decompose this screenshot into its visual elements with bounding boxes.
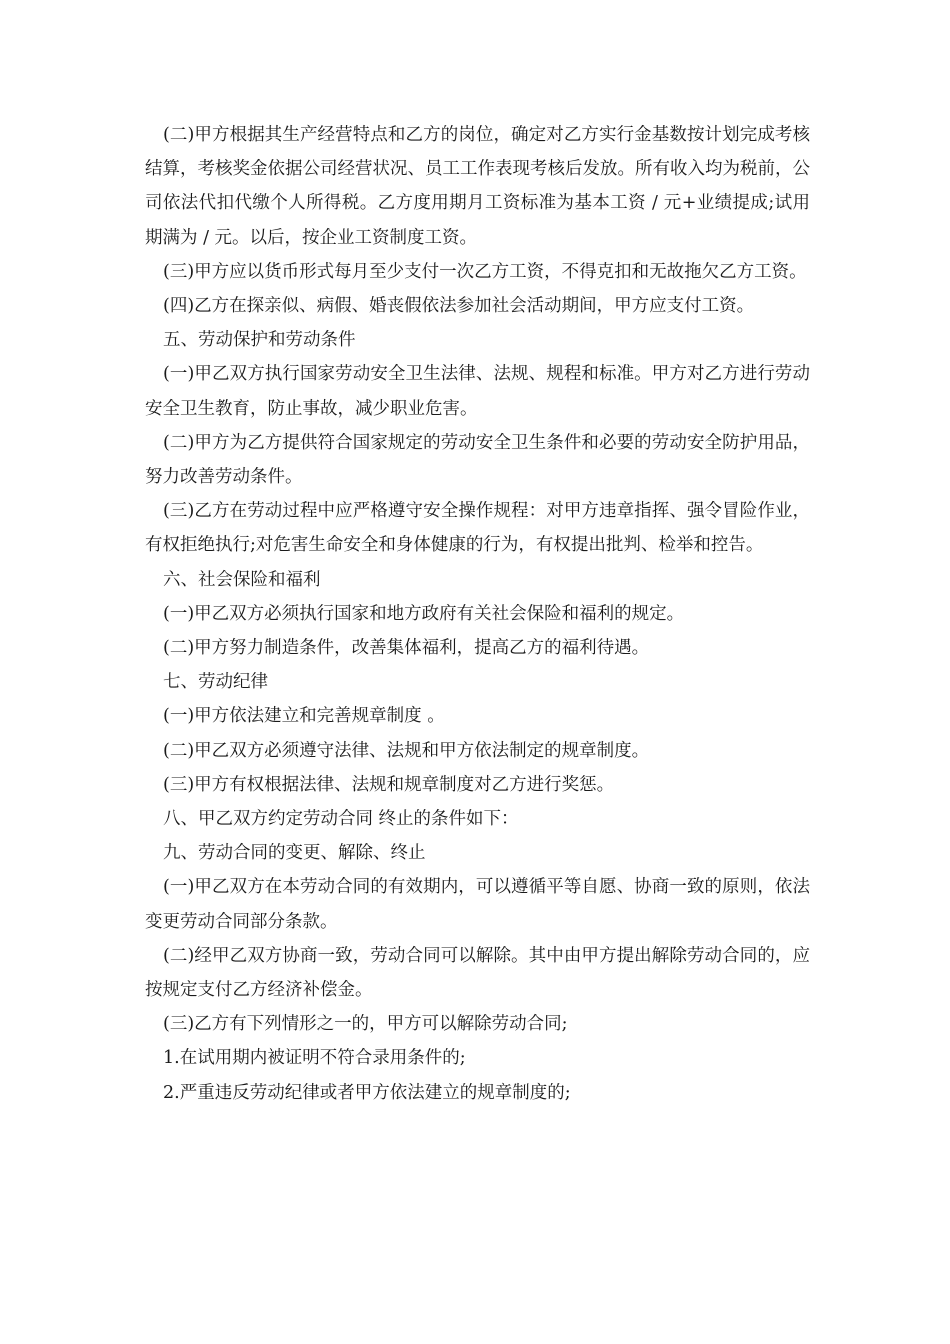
section-heading-labor-discipline: 七、劳动纪律 <box>163 672 268 693</box>
paragraph-safety-conditions: (二)甲方为乙方提供符合国家规定的劳动安全卫生条件和必要的劳动安全防护用品，努力改善劳动条件。 <box>145 432 810 488</box>
paragraph-safety-rules: (三)乙方在劳动过程中应严格遵守安全操作规程：对甲方违章指挥、强令冒险作业，有权拒绝执行;对危害生命安全和身体健康的行为，有权提出批判、检举和控告。 <box>145 501 810 556</box>
paragraph-rewards-penalties: (三)甲方有权根据法律、法规和规章制度对乙方进行奖惩。 <box>163 774 615 795</box>
paragraph-leave-wage: (四)乙方在探亲似、病假、婚丧假依法参加社会活动期间，甲方应支付工资。 <box>163 296 755 317</box>
paragraph-rules-establish: (一)甲方依法建立和完善规章制度 。 <box>163 706 445 727</box>
list-item-discipline-violation: 2.严重违反劳动纪律或者甲方依法建立的规章制度的; <box>163 1082 571 1103</box>
paragraph-wage-assessment: (二)甲方根据其生产经营特点和乙方的岗位，确定对乙方实行金基数按计划完成考核结算，考核奖金依据公司经营状况、员工工作表现考核后发放。所有收入均为税前，公司依法代扣代缴个人所得税。乙方度用期月工资标准为基本工资 / 元+业绩提成;试用期满为 / 元。以后，按企业工资制度工资。 <box>145 125 810 248</box>
paragraph-safety-standards: (一)甲乙双方执行国家劳动安全卫生法律、法规、规程和标准。甲方对乙方进行劳动安全卫生教育，防止事故，减少职业危害。 <box>145 364 810 419</box>
paragraph-contract-modify: (一)甲乙双方在本劳动合同的有效期内，可以遵循平等自愿、协商一致的原则，依法变更劳动合同部分条款。 <box>145 877 810 932</box>
paragraph-insurance-rules: (一)甲乙双方必须执行国家和地方政府有关社会保险和福利的规定。 <box>163 603 685 624</box>
section-heading-termination-conditions: 八、甲乙双方约定劳动合同 终止的条件如下： <box>163 809 519 830</box>
document-body <box>145 118 810 1110</box>
paragraph-rules-comply: (二)甲乙双方必须遵守法律、法规和甲方依法制定的规章制度。 <box>163 740 650 761</box>
paragraph-dissolve-cases: (三)乙方有下列情形之一的，甲方可以解除劳动合同; <box>163 1014 568 1035</box>
paragraph-wage-payment: (三)甲方应以货币形式每月至少支付一次乙方工资，不得克扣和无故拖欠乙方工资。 <box>163 261 807 282</box>
section-heading-social-insurance: 六、社会保险和福利 <box>163 569 321 590</box>
list-item-probation: 1.在试用期内被证明不符合录用条件的; <box>163 1048 466 1069</box>
section-heading-labor-protection: 五、劳动保护和劳动条件 <box>163 330 356 351</box>
paragraph-contract-dissolve: (二)经甲乙双方协商一致，劳动合同可以解除。其中由甲方提出解除劳动合同的，应按规定支付乙方经济补偿金。 <box>145 945 810 1001</box>
paragraph-welfare: (二)甲方努力制造条件，改善集体福利，提高乙方的福利待遇。 <box>163 638 650 659</box>
section-heading-contract-change: 九、劳动合同的变更、解除、终止 <box>163 843 426 864</box>
